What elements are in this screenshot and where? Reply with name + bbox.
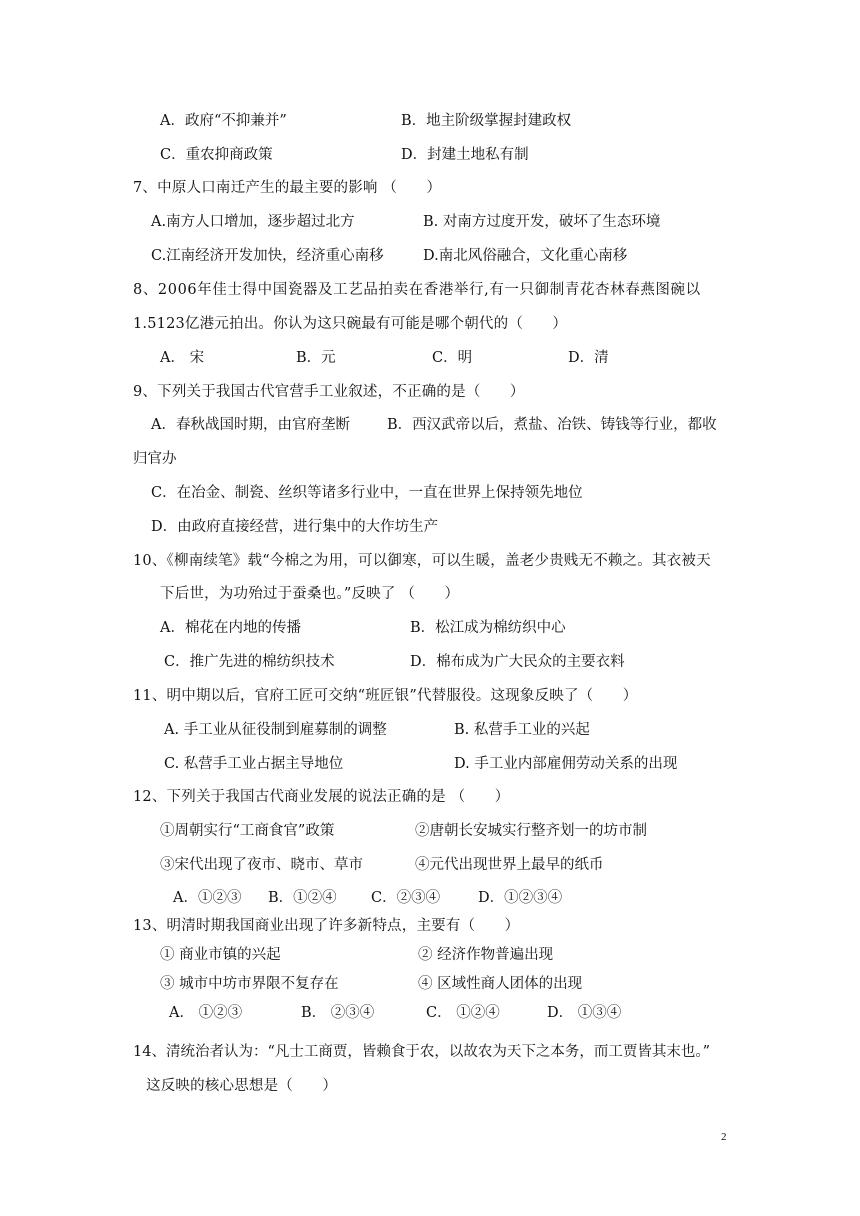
q8-stem-line-1: 8、2006年佳士得中国瓷器及工艺品拍卖在香港举行,有一只御制青花杏林春燕图碗以 xyxy=(133,282,701,298)
q11-option-d: D. 手工业内部雇佣劳动关系的出现 xyxy=(454,756,678,772)
q9-option-d: D．由政府直接经营，进行集中的大作坊生产 xyxy=(151,519,439,535)
q13-option-b: B． ②③④ xyxy=(301,1005,375,1021)
q6-option-b: B．地主阶级掌握封建政权 xyxy=(401,113,572,129)
q13-item-4: ④ 区域性商人团体的出现 xyxy=(418,976,583,992)
q14-stem-line-2: 这反映的核心思想是（ ） xyxy=(146,1078,338,1094)
q7-option-d: D.南北风俗融合，文化重心南移 xyxy=(423,248,628,264)
q8-option-c: C．明 xyxy=(432,350,473,366)
q9-option-a: A．春秋战国时期，由官府垄断 xyxy=(151,417,350,433)
q12-option-d: D．①②③④ xyxy=(478,890,563,906)
q8-option-a: A． 宋 xyxy=(160,350,205,366)
q13-option-a: A． ①②③ xyxy=(169,1005,243,1021)
q10-option-c: C．推广先进的棉纺织技术 xyxy=(164,654,335,670)
q6-option-d: D．封建土地私有制 xyxy=(401,147,529,163)
q10-option-a: A．棉花在内地的传播 xyxy=(160,620,301,636)
q14-stem-line-1: 14、清统治者认为：“凡士工商贾，皆赖食于农，以故农为天下之本务，而工贾皆其末也。” xyxy=(133,1044,711,1060)
q6-option-a: A．政府“不抑兼并” xyxy=(160,113,287,129)
q9-option-c: C．在冶金、制瓷、丝织等诸多行业中，一直在世界上保持领先地位 xyxy=(151,485,583,501)
q12-item-1: ①周朝实行“工商食官”政策 xyxy=(160,823,335,839)
q6-option-c: C．重农抑商政策 xyxy=(160,147,273,163)
q9-option-b-line-2: 归官办 xyxy=(133,451,177,467)
q12-item-3: ③宋代出现了夜市、晓市、草市 xyxy=(160,857,363,873)
q12-stem: 12、下列关于我国古代商业发展的说法正确的是 （ ） xyxy=(133,789,510,805)
q13-stem: 13、明清时期我国商业出现了许多新特点，主要有（ ） xyxy=(133,918,520,934)
q13-item-3: ③ 城市中坊市界限不复存在 xyxy=(160,976,339,992)
q13-option-d: D． ①③④ xyxy=(547,1005,622,1021)
q13-item-1: ① 商业市镇的兴起 xyxy=(160,947,281,963)
q7-option-a: A.南方人口增加，逐步超过北方 xyxy=(151,214,355,230)
q13-item-2: ② 经济作物普遍出现 xyxy=(418,947,554,963)
q12-option-c: C．②③④ xyxy=(371,890,441,906)
q13-option-c: C． ①②④ xyxy=(426,1005,500,1021)
q8-option-b: B．元 xyxy=(296,350,336,366)
q8-option-d: D．清 xyxy=(568,350,609,366)
q12-option-a: A．①②③ xyxy=(173,890,242,906)
q8-stem-line-2: 1.5123亿港元拍出。你认为这只碗最有可能是哪个朝代的（ ） xyxy=(133,316,568,332)
q11-stem: 11、明中期以后，官府工匠可交纳“班匠银”代替服役。这现象反映了（ ） xyxy=(133,688,638,704)
q9-option-b-line-1: B．西汉武帝以后，煮盐、冶铁、铸钱等行业，都收 xyxy=(387,417,717,433)
q12-item-4: ④元代出现世界上最早的纸币 xyxy=(415,857,604,873)
q12-item-2: ②唐朝长安城实行整齐划一的坊市制 xyxy=(415,823,647,839)
q10-stem-line-1: 10、《柳南续笔》载“今棉之为用，可以御寒，可以生暖，盖老少贵贱无不赖之。其衣被天 xyxy=(133,553,711,569)
q10-stem-line-2: 下后世，为功殆过于蚕桑也。”反映了 （ ） xyxy=(160,586,460,602)
q10-option-b: B．松江成为棉纺织中心 xyxy=(410,620,566,636)
q9-stem: 9、下列关于我国古代官营手工业叙述，不正确的是（ ） xyxy=(133,384,525,400)
q11-option-a: A. 手工业从征役制到雇募制的调整 xyxy=(164,722,387,738)
page-number: 2 xyxy=(721,1131,727,1143)
q7-option-b: B. 对南方过度开发，破坏了生态环境 xyxy=(423,214,661,230)
q7-option-c: C.江南经济开发加快，经济重心南移 xyxy=(151,248,384,264)
q12-option-b: B．①②④ xyxy=(268,890,337,906)
q11-option-b: B. 私营手工业的兴起 xyxy=(454,722,590,738)
q7-stem: 7、中原人口南迁产生的最主要的影响 （ ） xyxy=(133,180,442,196)
q10-option-d: D．棉布成为广大民众的主要衣料 xyxy=(410,654,625,670)
q11-option-c: C. 私营手工业占据主导地位 xyxy=(164,756,344,772)
